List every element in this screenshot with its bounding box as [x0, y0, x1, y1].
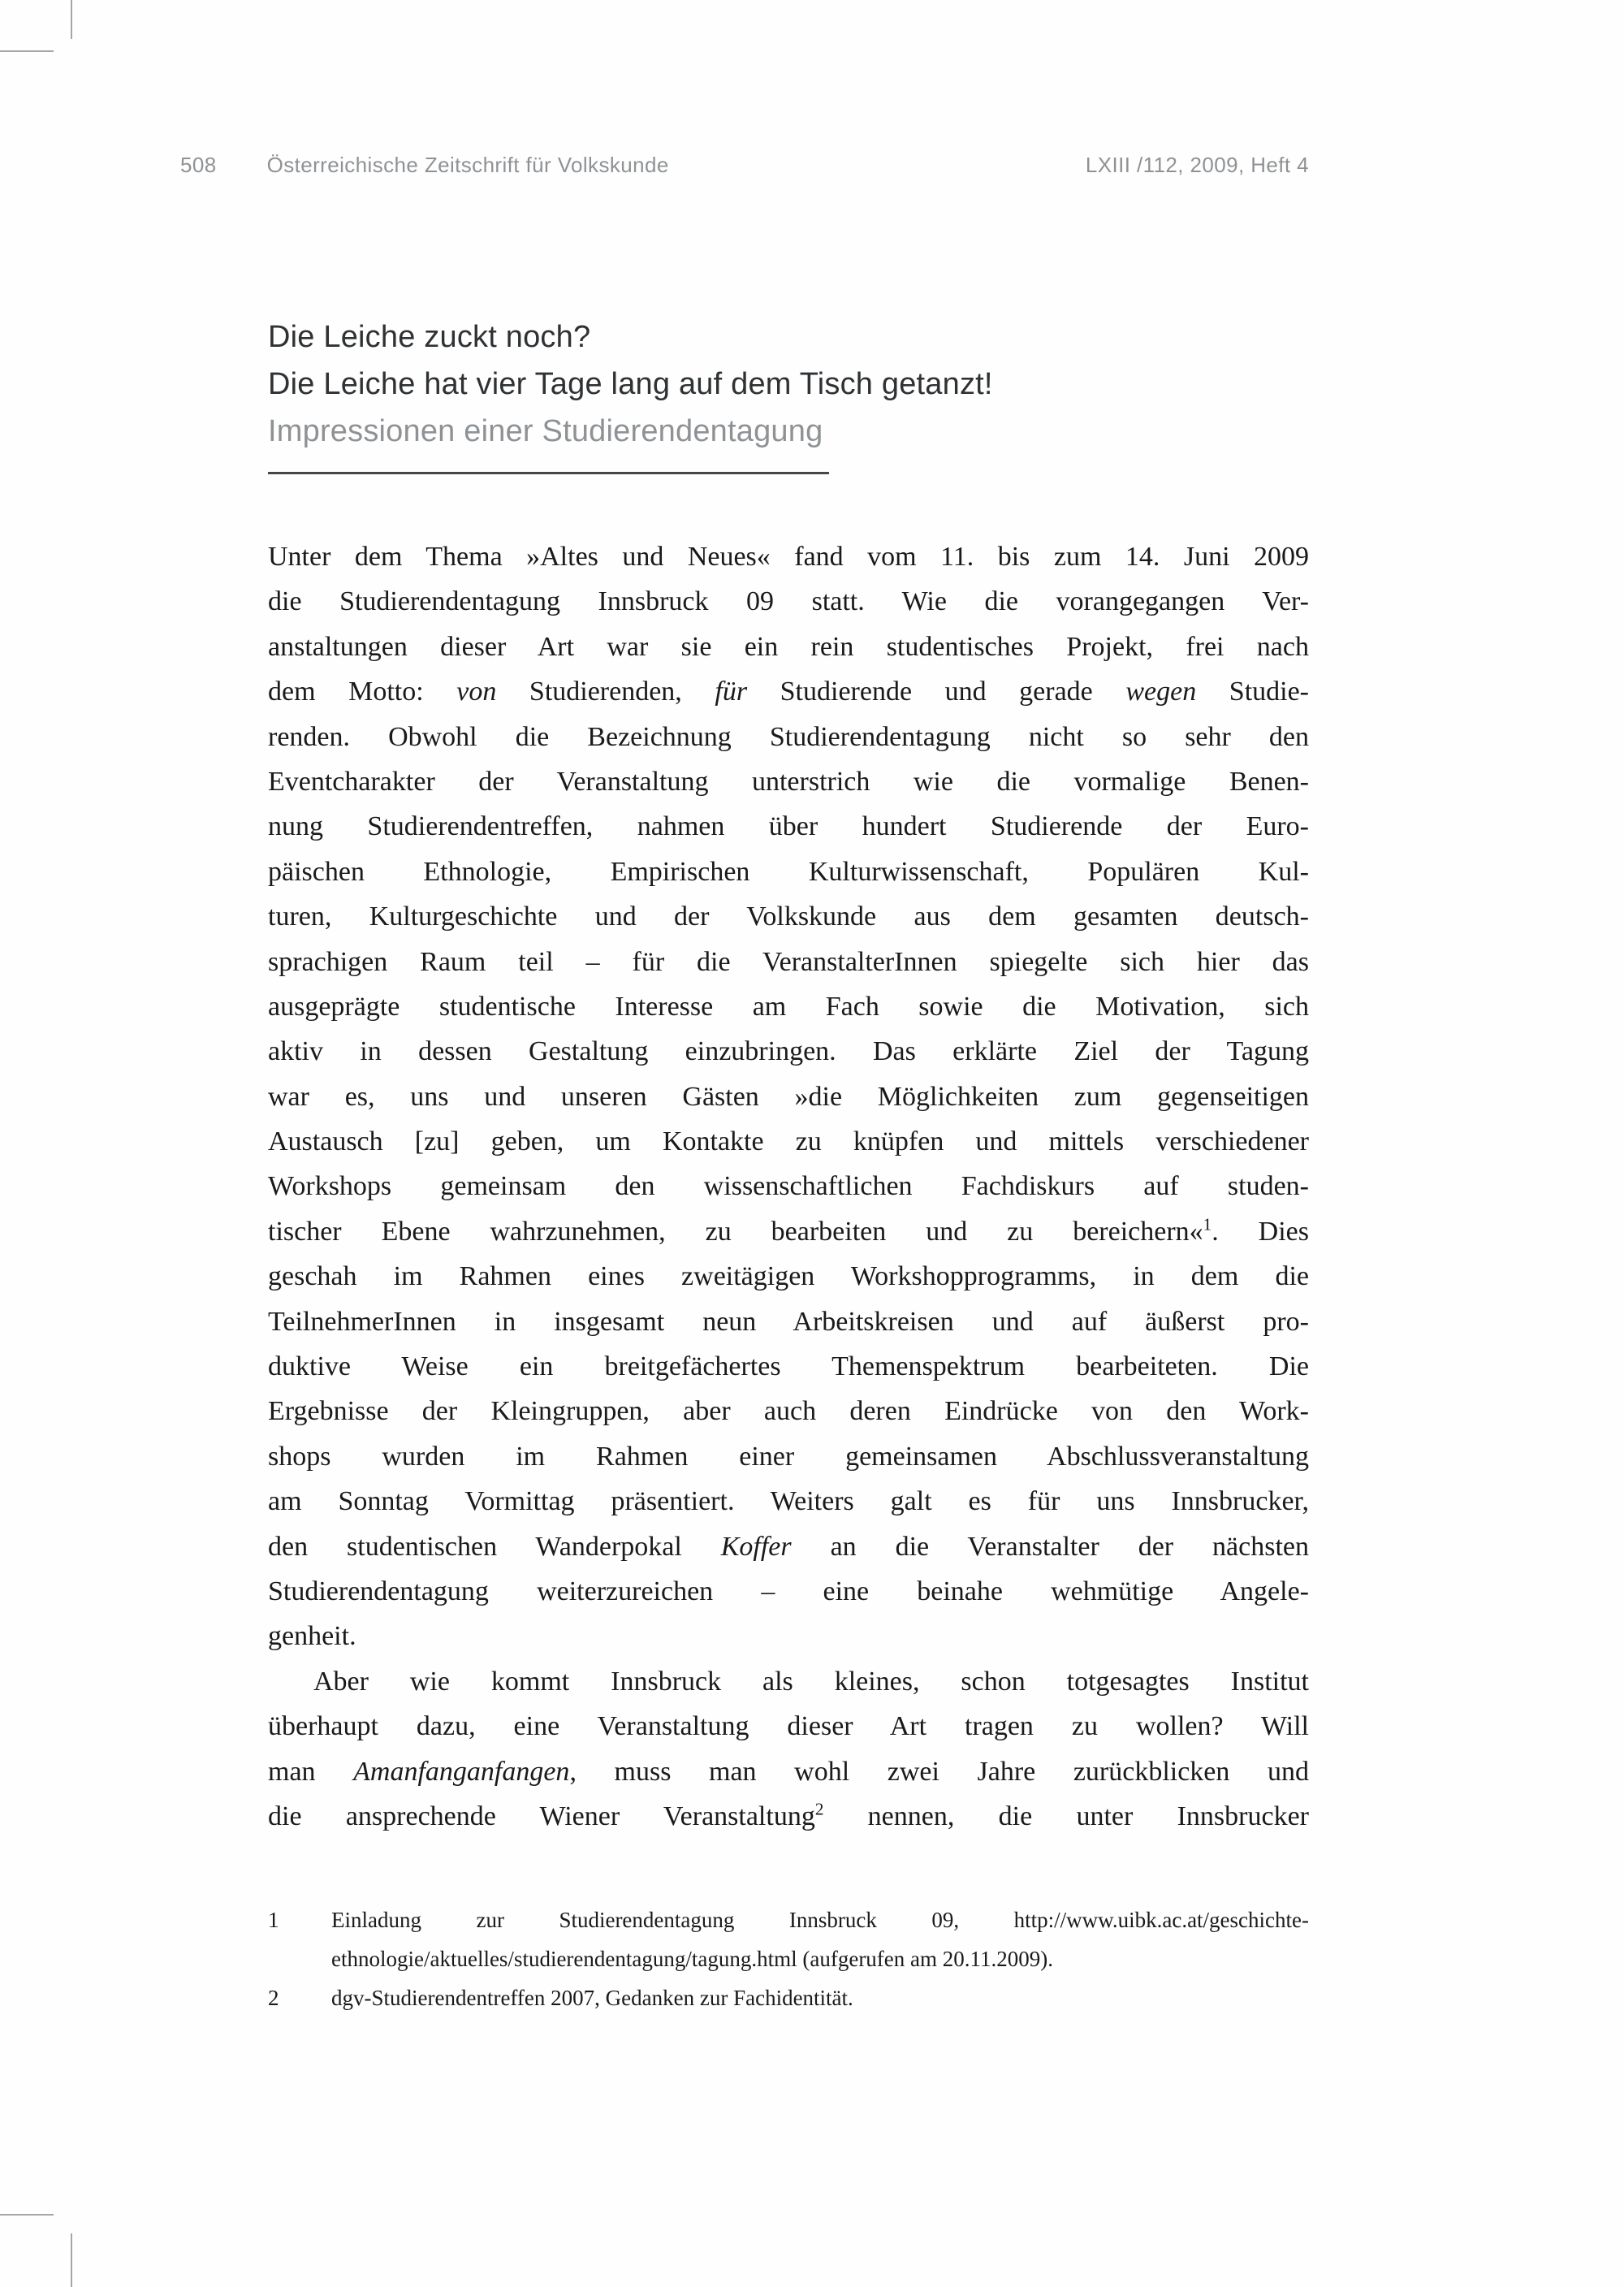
- text-run: duktive Weise ein breitgefächertes Themenspektrum bearbeiteten. Die: [268, 1351, 1309, 1382]
- footnote-text: [331, 1978, 1309, 2017]
- footnotes: [268, 1900, 1309, 2017]
- crop-mark-top-horizontal: [0, 50, 54, 52]
- paragraph-1-line-11: [268, 984, 1309, 1029]
- text-run: . Dies: [1212, 1216, 1309, 1247]
- paragraph-1-line-7: [268, 804, 1309, 849]
- paragraph-1-line-17: [268, 1254, 1309, 1299]
- text-run: die Studierendentagung Innsbruck 09 statt. Wie die vorangegangen Ver-: [268, 586, 1309, 617]
- paragraph-1-line-2: [268, 579, 1309, 624]
- footnote-1-line-1: Einladung zur Studierendentagung Innsbruck 09, http://www.uibk.ac.at/geschichte-: [331, 1908, 1309, 1932]
- paragraph-1-line-23: [268, 1524, 1309, 1569]
- paragraph-1-line-12: [268, 1029, 1309, 1074]
- footnote-2: [268, 1978, 1309, 2017]
- text-run: Studierenden,: [496, 677, 715, 707]
- running-head: [180, 153, 1309, 178]
- text-run: Koffer: [720, 1531, 792, 1562]
- text-run: für: [715, 677, 748, 707]
- paragraph-1-line-15: [268, 1164, 1309, 1208]
- footnote-1-line-2: ethnologie/aktuelles/studierendentagung/tagung.html (aufgerufen am 20.11.2009).: [331, 1947, 1054, 1971]
- article-subtitle: Impressionen einer Studierendentagung: [268, 414, 823, 448]
- paragraph-1-line-5: [268, 715, 1309, 759]
- journal-title: Österreichische Zeitschrift für Volkskunde: [266, 153, 669, 177]
- paragraph-1-line-3: [268, 625, 1309, 669]
- text-run: ausgeprägte studentische Interesse am Fach sowie die Motivation, sich: [268, 991, 1309, 1022]
- footnote-reference: 2: [814, 1799, 824, 1819]
- text-run: anstaltungen dieser Art war sie ein rein studentisches Projekt, frei nach: [268, 631, 1309, 662]
- footnote-1: [268, 1900, 1309, 1978]
- text-run: renden. Obwohl die Bezeichnung Studierendentagung nicht so sehr den: [268, 721, 1309, 752]
- text-run: den studentischen Wanderpokal: [268, 1531, 721, 1562]
- text-run: Unter dem Thema »Altes und Neues« fand vom 11. bis zum 14. Juni 2009: [268, 542, 1309, 572]
- text-run: wegen: [1125, 677, 1197, 707]
- text-run: Studierendentagung weiterzureichen – eine beinahe wehmütige Angele-: [268, 1576, 1309, 1606]
- paragraph-1-line-6: [268, 759, 1309, 804]
- paragraph-1-line-16: [268, 1209, 1309, 1254]
- text-run: turen, Kulturgeschichte und der Volkskunde aus dem gesamten deutsch-: [268, 901, 1309, 932]
- paragraph-1-line-22: [268, 1479, 1309, 1524]
- crop-mark-top-vertical: [71, 0, 72, 39]
- paragraph-1-line-8: [268, 850, 1309, 894]
- article-body: [268, 534, 1309, 1839]
- text-run: Aber wie kommt Innsbruck als kleines, schon totgesagtes Institut: [313, 1666, 1309, 1697]
- article-title-line-2: Die Leiche hat vier Tage lang auf dem Tisch getanzt!: [268, 367, 993, 401]
- paragraph-1-line-10: [268, 940, 1309, 984]
- text-run: sprachigen Raum teil – für die VeranstalterInnen spiegelte sich hier das: [268, 946, 1309, 977]
- footnote-number: 2: [268, 1986, 279, 2010]
- article-title-line-1: Die Leiche zuckt noch?: [268, 320, 591, 354]
- text-run: von: [456, 677, 497, 707]
- paragraph-1-line-4: [268, 669, 1309, 714]
- paragraph-1-line-21: [268, 1434, 1309, 1479]
- text-run: Workshops gemeinsam den wissenschaftlichen Fachdiskurs auf studen-: [268, 1171, 1309, 1202]
- text-run: Studierende und gerade: [747, 677, 1126, 707]
- text-run: am Sonntag Vormittag präsentiert. Weiters galt es für uns Innsbrucker,: [268, 1486, 1309, 1517]
- text-run: man: [268, 1756, 354, 1787]
- text-run: Studie-: [1196, 677, 1309, 707]
- paragraph-1-line-20: [268, 1389, 1309, 1433]
- text-run: Austausch [zu] geben, um Kontakte zu knüpfen und mittels verschiedener: [268, 1126, 1309, 1157]
- paragraph-2-line-3: [268, 1749, 1309, 1794]
- text-run: nung Studierendentreffen, nahmen über hundert Studierende der Euro-: [268, 811, 1309, 842]
- paragraph-1-line-19: [268, 1344, 1309, 1389]
- paragraph-1-line-1: [268, 534, 1309, 579]
- paragraph-2-line-1: [268, 1659, 1309, 1704]
- text-run: TeilnehmerInnen in insgesamt neun Arbeitskreisen und auf äußerst pro-: [268, 1306, 1309, 1337]
- paragraph-2-line-2: [268, 1704, 1309, 1749]
- footnote-reference: 1: [1203, 1214, 1212, 1234]
- text-run: Amanfanganfangen: [353, 1756, 570, 1787]
- footnote-2-line-1: dgv-Studierendentreffen 2007, Gedanken zur Fachidentität.: [331, 1986, 853, 2010]
- footnote-text: [331, 1900, 1309, 1978]
- text-run: an die Veranstalter der nächsten: [791, 1531, 1309, 1562]
- text-run: shops wurden im Rahmen einer gemeinsamen Abschlussveranstaltung: [268, 1441, 1309, 1472]
- crop-mark-bottom-vertical: [71, 2233, 72, 2287]
- paragraph-1-line-9: [268, 894, 1309, 939]
- crop-mark-bottom-horizontal: [0, 2214, 54, 2216]
- text-run: die ansprechende Wiener Veranstaltung: [268, 1801, 815, 1831]
- text-run: war es, uns und unseren Gästen »die Möglichkeiten zum gegenseitigen: [268, 1081, 1309, 1112]
- text-run: Eventcharakter der Veranstaltung unterstrich wie die vormalige Benen-: [268, 766, 1309, 797]
- paragraph-1-line-14: [268, 1119, 1309, 1164]
- issue-info: LXIII /112, 2009, Heft 4: [1085, 153, 1309, 177]
- paragraph-1-line-24: [268, 1569, 1309, 1614]
- text-run: geschah im Rahmen eines zweitägigen Workshopprogramms, in dem die: [268, 1261, 1309, 1292]
- text-run: überhaupt dazu, eine Veranstaltung dieser Art tragen zu wollen? Will: [268, 1711, 1309, 1742]
- paragraph-2-line-4: [268, 1794, 1309, 1839]
- text-run: dem Motto:: [268, 677, 457, 707]
- text-run: genheit.: [268, 1621, 356, 1652]
- page-number: 508: [180, 153, 217, 177]
- text-run: nennen, die unter Innsbrucker: [823, 1801, 1309, 1831]
- text-run: tischer Ebene wahrzunehmen, zu bearbeiten und zu bereichern«: [268, 1216, 1203, 1247]
- paragraph-1-line-18: [268, 1299, 1309, 1344]
- article-title-block: [268, 313, 1309, 455]
- footnote-number: 1: [268, 1908, 279, 1932]
- title-divider-rule: [268, 472, 829, 474]
- text-run: , muss man wohl zwei Jahre zurückblicken und: [569, 1756, 1309, 1787]
- text-run: päischen Ethnologie, Empirischen Kulturwissenschaft, Populären Kul-: [268, 856, 1309, 887]
- paragraph-1-line-25: [268, 1614, 1309, 1658]
- paragraph-1-line-13: [268, 1074, 1309, 1119]
- text-run: Ergebnisse der Kleingruppen, aber auch deren Eindrücke von den Work-: [268, 1396, 1309, 1427]
- text-run: aktiv in dessen Gestaltung einzubringen. Das erklärte Ziel der Tagung: [268, 1036, 1309, 1067]
